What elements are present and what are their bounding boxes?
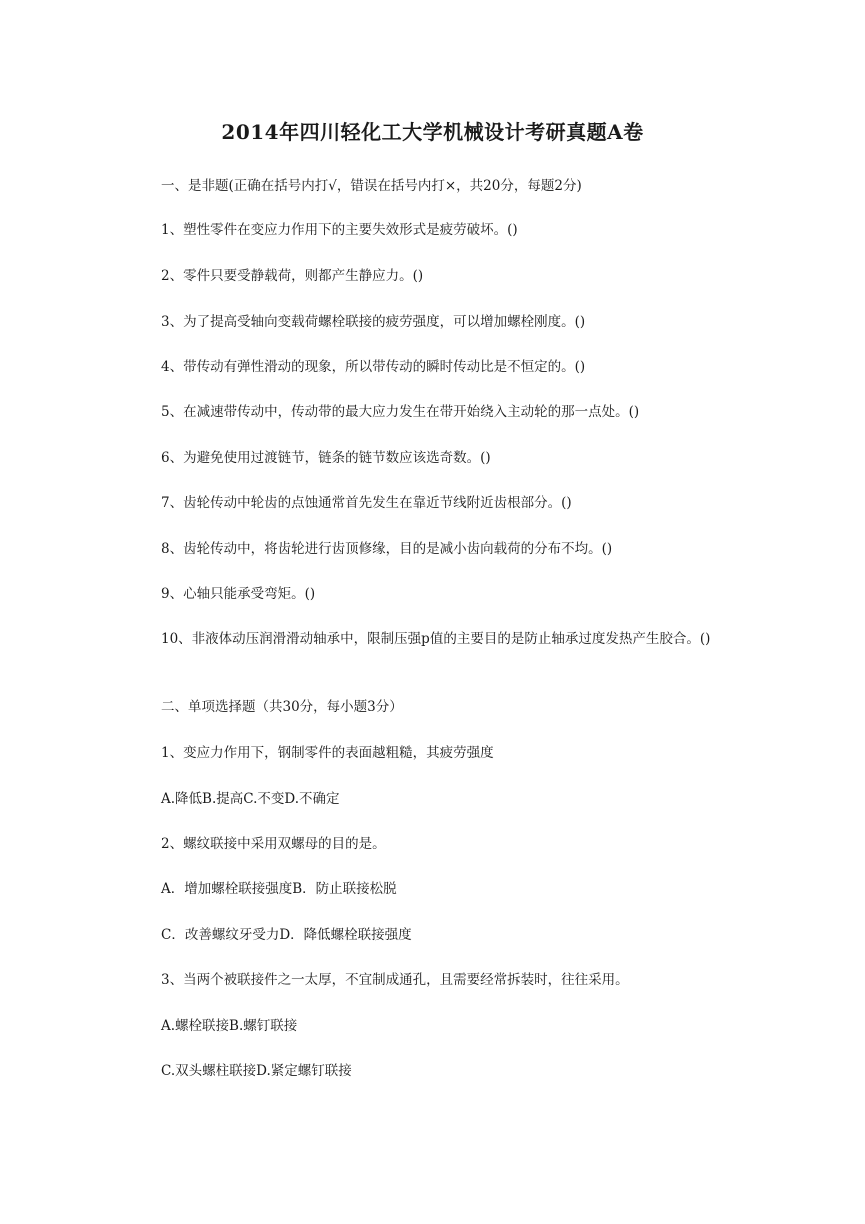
tf-item-3: 3、为了提高受轴向变载荷螺栓联接的疲劳强度，可以增加螺栓刚度。() (161, 314, 586, 330)
tf-item-1: 1、塑性零件在变应力作用下的主要失效形式是疲劳破坏。() (161, 222, 518, 238)
tf-item-4: 4、带传动有弹性滑动的现象，所以带传动的瞬时传动比是不恒定的。() (161, 359, 586, 375)
mc-question-3-options-cd: C.双头螺柱联接D.紧定螺钉联接 (161, 1063, 352, 1079)
tf-item-6: 6、为避免使用过渡链节，链条的链节数应该选奇数。() (161, 450, 491, 466)
mc-question-2-options-cd: C．改善螺纹牙受力D．降低螺栓联接强度 (161, 927, 412, 943)
tf-item-2: 2、零件只要受静载荷，则都产生静应力。() (161, 268, 424, 284)
tf-item-10: 10、非液体动压润滑滑动轴承中，限制压强p值的主要目的是防止轴承过度发热产生胶合。() (161, 631, 711, 647)
page-title: 2014年四川轻化工大学机械设计考研真题A卷 (221, 120, 644, 144)
mc-question-2-options-ab: A．增加螺栓联接强度B．防止联接松脱 (161, 881, 397, 897)
tf-item-7: 7、齿轮传动中轮齿的点蚀通常首先发生在靠近节线附近齿根部分。() (161, 495, 572, 511)
tf-item-5: 5、在减速带传动中，传动带的最大应力发生在带开始绕入主动轮的那一点处。() (161, 404, 640, 420)
section1-heading: 一、是非题(正确在括号内打√，错误在括号内打×，共20分，每题2分) (161, 178, 582, 194)
mc-question-1-options: A.降低B.提高C.不变D.不确定 (161, 791, 340, 807)
tf-item-8: 8、齿轮传动中，将齿轮进行齿顶修缘，目的是减小齿向载荷的分布不均。() (161, 541, 613, 557)
section2-heading: 二、单项选择题（共30分，每小题3分） (161, 699, 403, 715)
mc-question-2: 2、螺纹联接中采用双螺母的目的是。 (161, 836, 386, 852)
mc-question-1: 1、变应力作用下，钢制零件的表面越粗糙，其疲劳强度 (161, 745, 494, 761)
tf-item-9: 9、心轴只能承受弯矩。() (161, 586, 316, 602)
mc-question-3: 3、当两个被联接件之一太厚，不宜制成通孔，且需要经常拆装时，往往采用。 (161, 972, 629, 988)
mc-question-3-options-ab: A.螺栓联接B.螺钉联接 (161, 1018, 298, 1034)
